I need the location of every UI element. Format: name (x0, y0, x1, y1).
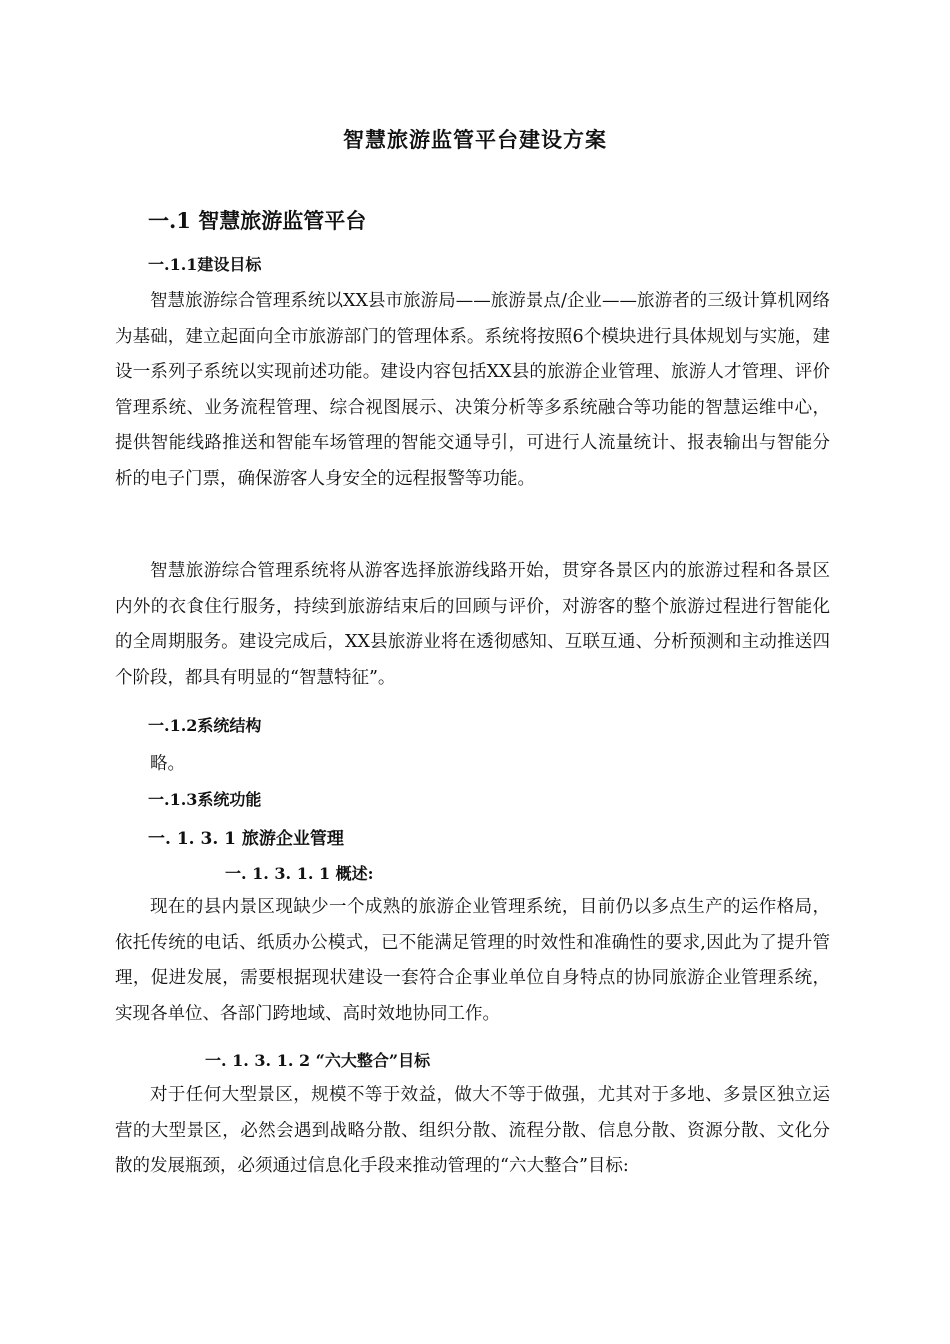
section-1-3-1-2-paragraph: 对于任何大型景区，规模不等于效益，做大不等于做强，尤其对于多地、多景区独立运营的大型景区，必然会遇到战略分散、组织分散、流程分散、信息分散、资源分散、文化分散的发展瓶颈，必须通过信息化手段来推动管理的“六大整合”目标: (115, 1085, 830, 1176)
section-1-2-body: 略。 (150, 754, 185, 774)
section-1-3-1-1-heading: 一. 1. 3. 1. 1 概述: (225, 864, 374, 883)
section-1-3-1-2-heading: 一. 1. 3. 1. 2 “六大整合”目标 (205, 1051, 431, 1070)
section-1-1-paragraph-2: 智慧旅游综合管理系统将从游客选择旅游线路开始，贯穿各景区内的旅游过程和各景区内外的衣食住行服务，持续到旅游结束后的回顾与评价，对游客的整个旅游过程进行智能化的全周期服务。建设完成后，XX县旅游业将在透彻感知、互联互通、分析预测和主动推送四个阶段，都具有明显的“智慧特征”。 (115, 561, 830, 688)
section-1-1-paragraph-1: 智慧旅游综合管理系统以XX县市旅游局——旅游景点/企业——旅游者的三级计算机网络为基础，建立起面向全市旅游部门的管理体系。系统将按照6个模块进行具体规划与实施，建设一系列子系统以实现前述功能。建设内容包括XX县的旅游企业管理、旅游人才管理、评价管理系统、业务流程管理、综合视图展示、决策分析等多系统融合等功能的智慧运维中心，提供智能线路推送和智能车场管理的智能交通导引，可进行人流量统计、报表输出与智能分析的电子门票，确保游客人身安全的远程报警等功能。 (115, 291, 830, 489)
section-1-3-1-1-paragraph: 现在的县内景区现缺少一个成熟的旅游企业管理系统，目前仍以多点生产的运作格局，依托传统的电话、纸质办公模式，已不能满足管理的时效性和准确性的要求,因此为了提升管理，促进发展，需要根据现状建设一套符合企事业单位自身特点的协同旅游企业管理系统，实现各单位、各部门跨地域、高时效地协同工作。 (115, 897, 830, 1024)
document-title: 智慧旅游监管平台建设方案 (343, 127, 607, 152)
section-1-heading: 一.1 智慧旅游监管平台 (148, 208, 367, 233)
section-1-3-1-heading: 一. 1. 3. 1 旅游企业管理 (148, 829, 344, 849)
section-1-2-heading: 一.1.2系统结构 (148, 716, 262, 735)
section-1-1-heading: 一.1.1建设目标 (148, 255, 262, 274)
section-1-3-heading: 一.1.3系统功能 (148, 790, 262, 809)
